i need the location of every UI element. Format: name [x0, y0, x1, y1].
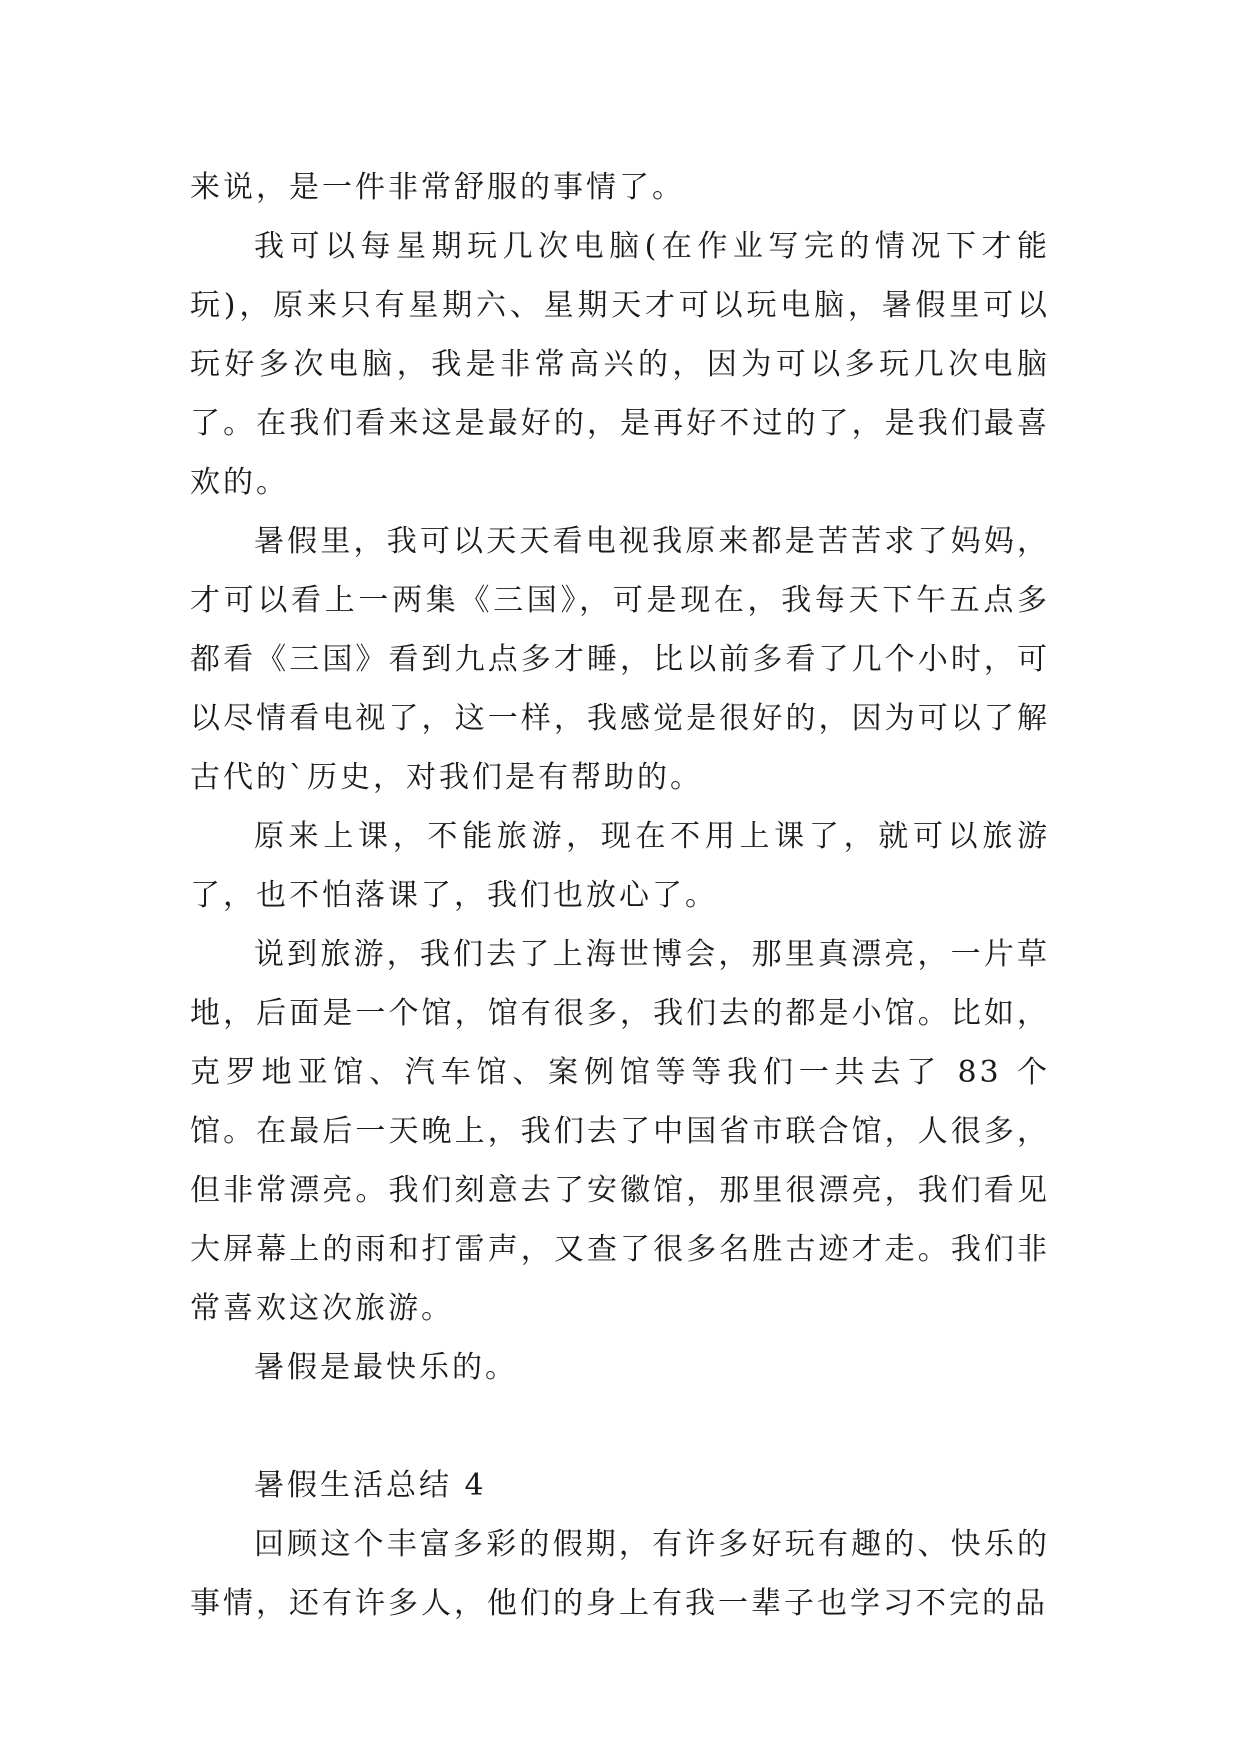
paragraph-computer: 我可以每星期玩几次电脑(在作业写完的情况下才能玩)，原来只有星期六、星期天才可以玩电脑，暑假里可以玩好多次电脑，我是非常高兴的，因为可以多玩几次电脑了。在我们看来这是最好的，是再好不过的了，是我们最喜欢的。 [190, 229, 1050, 500]
paragraph-conclusion: 暑假是最快乐的。 [254, 1350, 518, 1385]
paragraph-expo: 说到旅游，我们去了上海世博会，那里真漂亮，一片草地，后面是一个馆，馆有很多，我们去的都是小馆。比如，克罗地亚馆、汽车馆、案例馆等等我们一共去了 83 个馆。在最后一天晚上，我们去了中国省市联合馆，人很多，但非常漂亮。我们刻意去了安徽馆，那里很漂亮，我们看见大屏幕上的雨和打雷声，又查了很多名胜古迹才走。我们非常喜欢这次旅游。 [190, 937, 1050, 1326]
section-title: 暑假生活总结 4 [254, 1468, 487, 1503]
paragraph-continuation: 来说，是一件非常舒服的事情了。 [190, 170, 685, 205]
section-spacer [190, 1397, 1050, 1456]
paragraph-travel-intro: 原来上课，不能旅游，现在不用上课了，就可以旅游了，也不怕落课了，我们也放心了。 [190, 819, 1050, 913]
paragraph-review: 回顾这个丰富多彩的假期，有许多好玩有趣的、快乐的事情，还有许多人，他们的身上有我一辈子也学习不完的品 [190, 1527, 1050, 1621]
paragraph-tv: 暑假里，我可以天天看电视我原来都是苦苦求了妈妈，才可以看上一两集《三国》，可是现在，我每天下午五点多都看《三国》看到九点多才睡，比以前多看了几个小时，可以尽情看电视了，这一样，我感觉是很好的，因为可以了解古代的`历史，对我们是有帮助的。 [190, 524, 1050, 795]
document-body [190, 158, 1050, 1633]
